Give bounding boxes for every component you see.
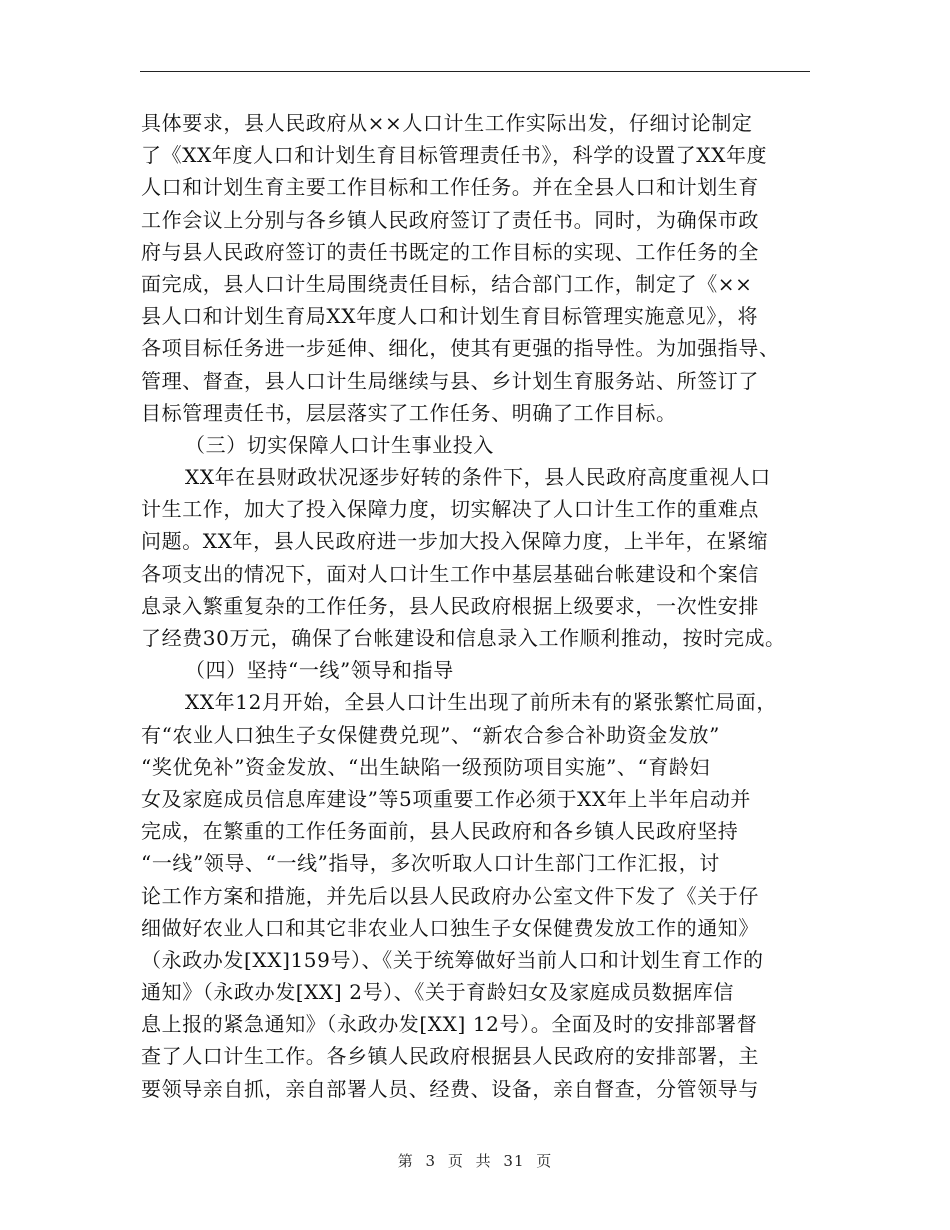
body-line: 具体要求，县人民政府从××人口计生工作实际出发，仔细讨论制定 (141, 111, 753, 135)
body-line: 细做好农业人口和其它非农业人口独生子女保健费发放工作的通知》 (141, 915, 759, 940)
body-line: 完成，在繁重的工作任务面前，县人民政府和各乡镇人民政府坚持 (141, 819, 739, 844)
footer-prefix: 第 (397, 1152, 414, 1170)
current-page-number: 3 (425, 1152, 437, 1170)
body-line: 有“农业人口独生子女保健费兑现”、“新农合参合补助资金发放” (141, 722, 720, 747)
body-line: 目标管理责任书，层层落实了工作任务、明确了工作目标。 (141, 400, 677, 425)
body-line: 了经费30万元，确保了台帐建设和信息录入工作顺利推动，按时完成。 (141, 626, 786, 650)
body-line: 人口和计划生育主要工作目标和工作任务。并在全县人口和计划生育 (141, 175, 759, 200)
body-line: 管理、督查，县人口计生局继续与县、乡计划生育服务站、所签订了 (141, 368, 759, 393)
body-line: 计生工作，加大了投入保障力度，切实解决了人口计生工作的重难点 (141, 497, 759, 522)
body-line: 问题。XX年，县人民政府进一步加大投入保障力度，上半年，在紧缩 (141, 529, 769, 554)
page-footer (0, 1150, 950, 1171)
body-line: 女及家庭成员信息库建设”等5项重要工作必须于XX年上半年启动并 (141, 786, 752, 811)
section-heading-3: （三）切实保障人口计生事业投入 (185, 432, 494, 457)
body-line: 息录入繁重复杂的工作任务，县人民政府根据上级要求，一次性安排 (141, 593, 759, 618)
footer-suffix: 页 (536, 1152, 553, 1170)
body-line: 查了人口计生工作。各乡镇人民政府根据县人民政府的安排部署，主 (141, 1044, 759, 1069)
body-line: 通知》（永政办发[XX] 2号）、《关于育龄妇女及家庭成员数据库信 (141, 980, 734, 1005)
body-line: 府与县人民政府签订的责任书既定的工作目标的实现、工作任务的全 (141, 239, 759, 264)
header-rule (140, 71, 810, 72)
body-line: 各项目标任务进一步延伸、细化，使其有更强的指导性。为加强指导、 (141, 336, 780, 361)
paragraph-start: XX年在县财政状况逐步好转的条件下，县人民政府高度重视人口 (185, 465, 771, 490)
body-line: 工作会议上分别与各乡镇人民政府签订了责任书。同时，为确保市政 (141, 207, 759, 232)
body-line: 要领导亲自抓，亲自部署人员、经费、设备，亲自督查，分管领导与 (141, 1076, 759, 1101)
document-body (141, 107, 821, 1105)
body-line: 面完成，县人口计生局围绕责任目标，结合部门工作，制定了《×× (141, 271, 753, 296)
footer-page-word: 页 (447, 1152, 464, 1170)
total-pages-number: 31 (503, 1152, 525, 1170)
body-line: “奖优免补”资金发放、“出生缺陷一级预防项目实施”、“育龄妇 (141, 754, 711, 779)
body-line: 息上报的紧急通知》（永政办发[XX] 12号）。全面及时的安排部署督 (141, 1012, 758, 1037)
body-line: 各项支出的情况下，面对人口计生工作中基层基础台帐建设和个案信 (141, 561, 759, 586)
paragraph-start: XX年12月开始，全县人口计生出现了前所未有的紧张繁忙局面， (185, 690, 777, 715)
footer-total-word: 共 (475, 1152, 492, 1170)
section-heading-4: （四）坚持“一线”领导和指导 (185, 658, 454, 683)
body-line: “一线”领导、“一线”指导，多次听取人口计生部门工作汇报，讨 (141, 851, 720, 876)
body-line: 县人口和计划生育局XX年度人口和计划生育目标管理实施意见》，将 (141, 304, 759, 329)
body-line: （永政办发[XX]159号）、《关于统筹做好当前人口和计划生育工作的 (141, 947, 764, 972)
body-line: 论工作方案和措施，并先后以县人民政府办公室文件下发了《关于仔 (141, 883, 759, 908)
body-line: 了《XX年度人口和计划生育目标管理责任书》，科学的设置了XX年度 (141, 143, 768, 168)
